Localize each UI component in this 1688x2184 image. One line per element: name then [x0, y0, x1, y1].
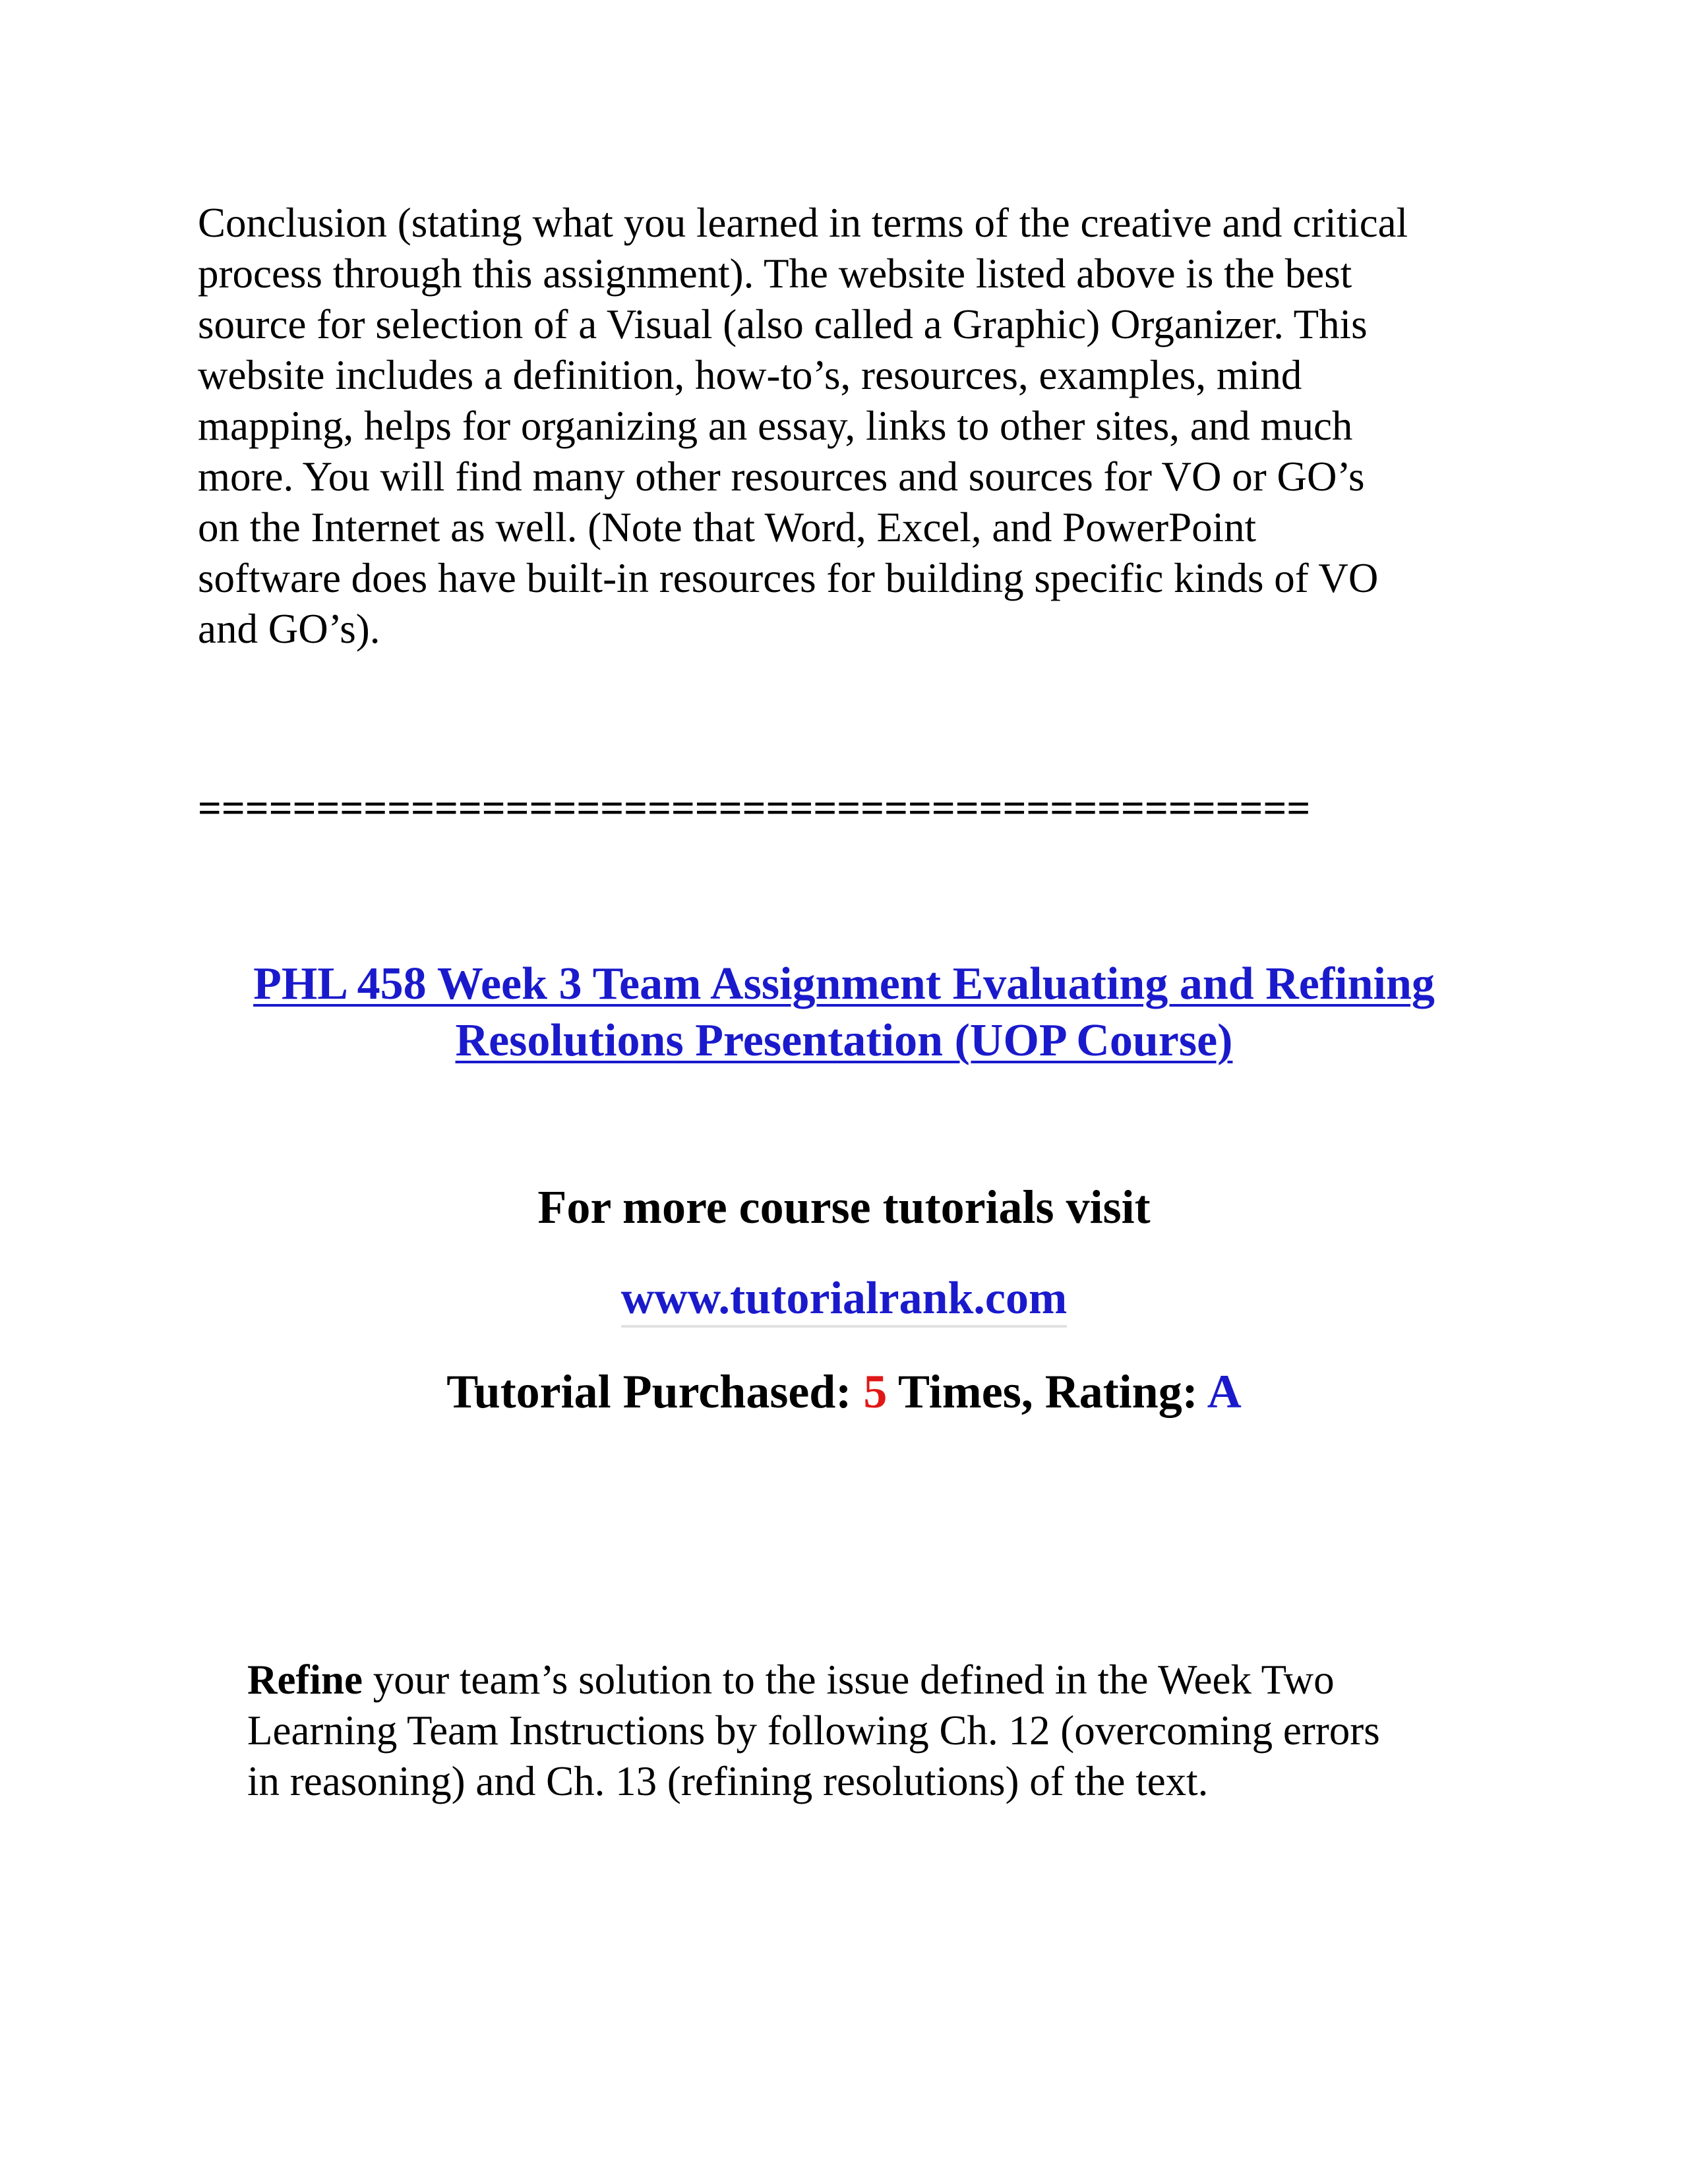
intro-line: on the Internet as well. (Note that Word, Excel, and PowerPoint: [198, 504, 1257, 550]
tutorial-title-line-2: Resolutions Presentation (UOP Course): [455, 1015, 1233, 1066]
instructions-lead-word: Refine: [247, 1657, 363, 1703]
rating-value: A: [1207, 1365, 1242, 1418]
visit-heading: For more course tutorials visit: [537, 1181, 1151, 1233]
instructions-line-1: [247, 1655, 1500, 1705]
intro-line: website includes a definition, how-to’s, resources, examples, mind: [198, 352, 1302, 398]
purchase-rating-line: [0, 1365, 1688, 1419]
intro-line: and GO’s).: [198, 606, 380, 652]
site-link-container: [0, 1272, 1688, 1325]
intro-paragraph: [198, 198, 1503, 655]
instructions-paragraph: [247, 1655, 1500, 1807]
intro-line: more. You will find many other resources and sources for VO or GO’s: [198, 454, 1365, 500]
purchased-label: Tutorial Purchased:: [446, 1365, 864, 1418]
intro-line: process through this assignment). The website listed above is the best: [198, 251, 1352, 297]
intro-line: source for selection of a Visual (also called a Graphic) Organizer. This: [198, 301, 1368, 347]
separator-line: ===============================================: [198, 785, 1311, 831]
instructions-line-2: Learning Team Instructions by following Ch. 12 (overcoming errors: [247, 1707, 1380, 1754]
site-link[interactable]: www.tutorialrank.com: [621, 1273, 1068, 1328]
tutorial-title-line-1: PHL 458 Week 3 Team Assignment Evaluating and Refining: [253, 959, 1435, 1009]
tutorial-title-link[interactable]: [132, 956, 1556, 1069]
instructions-line-3: in reasoning) and Ch. 13 (refining resolutions) of the text.: [247, 1758, 1209, 1804]
purchased-count: 5: [863, 1365, 888, 1418]
intro-line: software does have built-in resources for building specific kinds of VO: [198, 555, 1379, 601]
intro-line: mapping, helps for organizing an essay, links to other sites, and much: [198, 403, 1353, 449]
instructions-line-1-rest: your team’s solution to the issue defined in the Week Two: [362, 1657, 1335, 1703]
intro-line: Conclusion (stating what you learned in terms of the creative and critical: [198, 200, 1408, 246]
times-rating-label: Times, Rating:: [887, 1365, 1207, 1418]
